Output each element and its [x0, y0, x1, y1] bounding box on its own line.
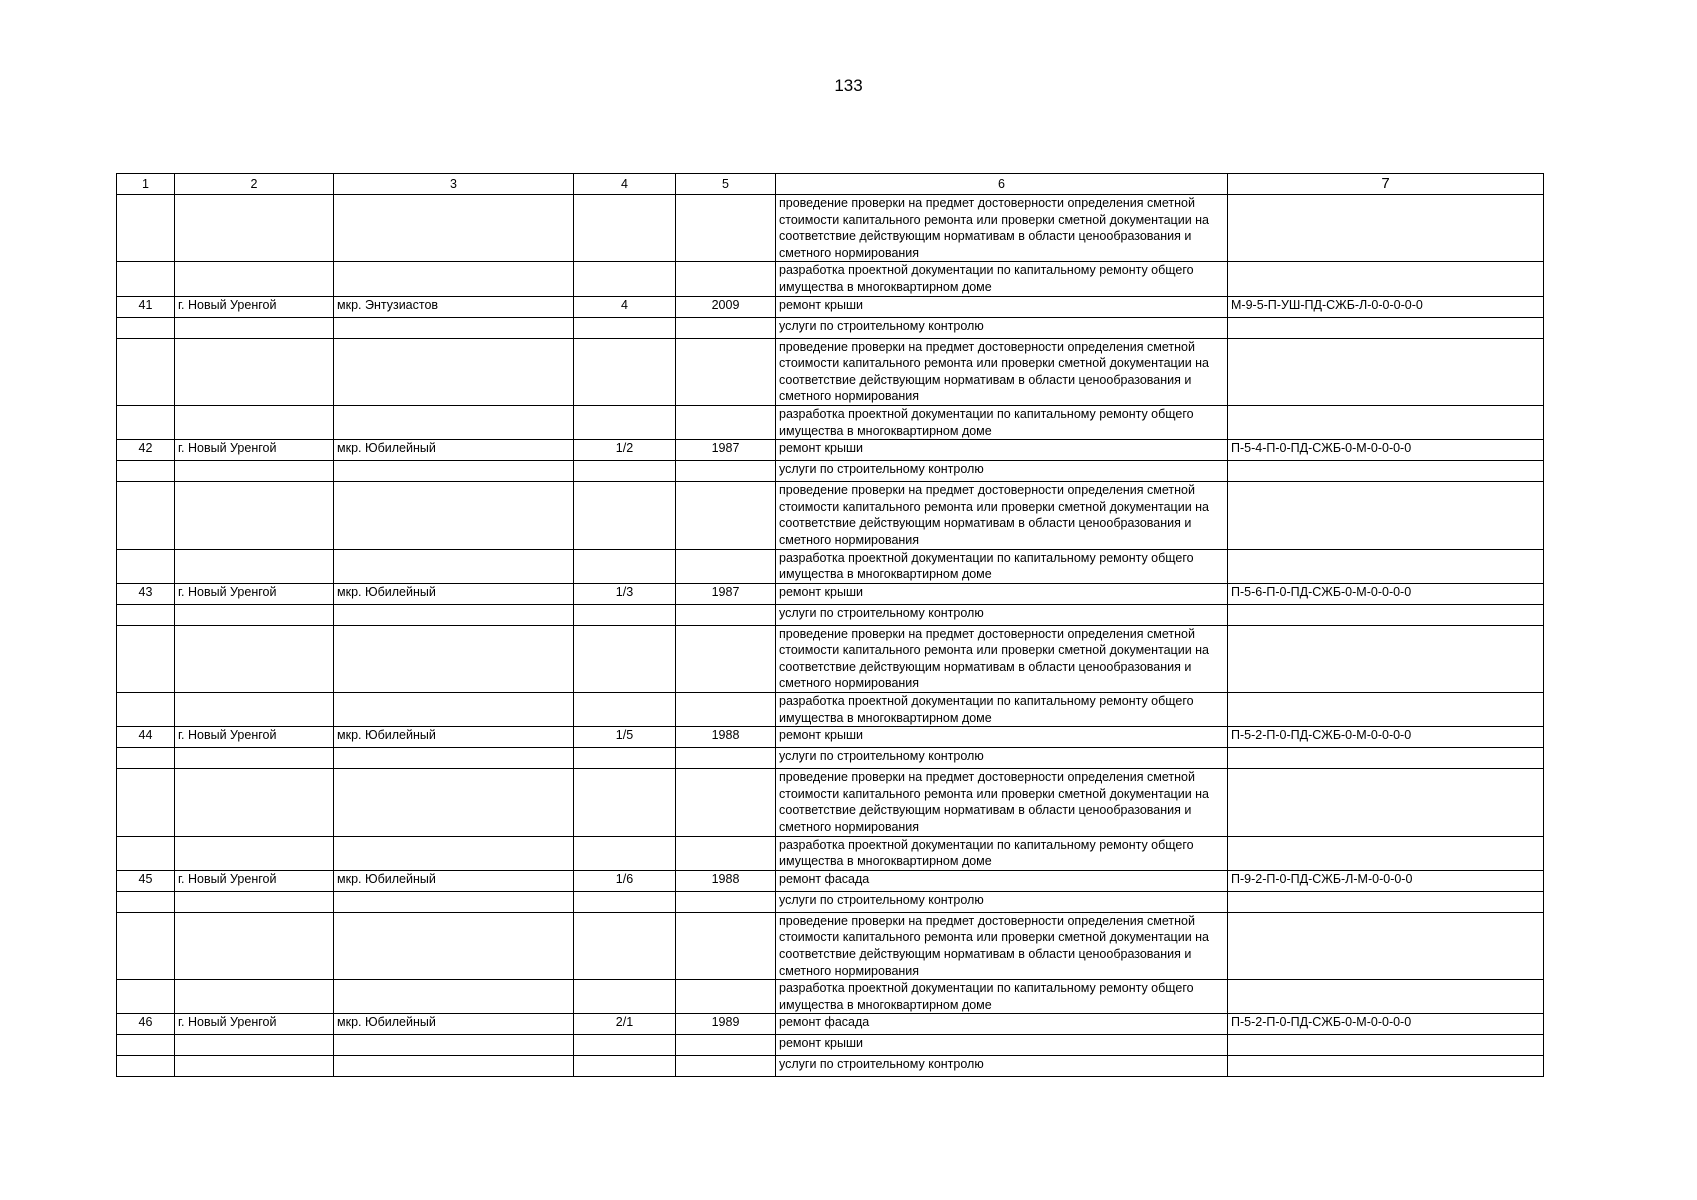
repair-register-table — [116, 173, 1544, 1077]
table-row — [117, 836, 1544, 870]
cell-city — [175, 338, 334, 405]
cell-number — [117, 549, 175, 583]
table-row — [117, 604, 1544, 625]
cell-year: 1988 — [676, 727, 776, 748]
cell-city — [175, 262, 334, 296]
cell-number: 43 — [117, 583, 175, 604]
cell-year: 1989 — [676, 1014, 776, 1035]
table-body — [117, 195, 1544, 1077]
cell-street: мкр. Юбилейный — [334, 1014, 574, 1035]
cell-house — [574, 604, 676, 625]
header-col-1: 1 — [117, 174, 175, 195]
cell-house — [574, 482, 676, 549]
cell-city: г. Новый Уренгой — [175, 1014, 334, 1035]
header-col-6: 6 — [776, 174, 1228, 195]
cell-number — [117, 262, 175, 296]
cell-year — [676, 625, 776, 692]
cell-city — [175, 748, 334, 769]
cell-number — [117, 405, 175, 439]
table-row — [117, 296, 1544, 317]
table-row — [117, 549, 1544, 583]
cell-year: 2009 — [676, 296, 776, 317]
cell-code: П-9-2-П-0-ПД-СЖБ-Л-М-0-0-0-0 — [1228, 870, 1544, 891]
cell-code — [1228, 338, 1544, 405]
cell-house — [574, 461, 676, 482]
cell-code — [1228, 693, 1544, 727]
cell-code — [1228, 625, 1544, 692]
cell-city — [175, 482, 334, 549]
cell-number: 45 — [117, 870, 175, 891]
cell-code — [1228, 461, 1544, 482]
cell-street — [334, 836, 574, 870]
cell-work-type: проведение проверки на предмет достоверности определения сметной стоимости капитального ремонта или проверки сметной документации на соответствие действующим нормативам в области ценообразования и сметного нормирования — [776, 625, 1228, 692]
header-col-4: 4 — [574, 174, 676, 195]
cell-code — [1228, 1035, 1544, 1056]
cell-code: П-5-6-П-0-ПД-СЖБ-0-М-0-0-0-0 — [1228, 583, 1544, 604]
cell-work-type: ремонт фасада — [776, 870, 1228, 891]
cell-work-type: услуги по строительному контролю — [776, 1056, 1228, 1077]
cell-code — [1228, 549, 1544, 583]
cell-work-type: разработка проектной документации по капитальному ремонту общего имущества в многоквартирном доме — [776, 262, 1228, 296]
cell-city — [175, 405, 334, 439]
cell-code — [1228, 748, 1544, 769]
cell-work-type: ремонт крыши — [776, 583, 1228, 604]
cell-number — [117, 604, 175, 625]
cell-house — [574, 1035, 676, 1056]
cell-year — [676, 891, 776, 912]
cell-year — [676, 482, 776, 549]
cell-street — [334, 405, 574, 439]
cell-work-type: ремонт крыши — [776, 727, 1228, 748]
table-row — [117, 980, 1544, 1014]
cell-city — [175, 836, 334, 870]
table-row — [117, 338, 1544, 405]
table-row — [117, 317, 1544, 338]
cell-house — [574, 405, 676, 439]
cell-city — [175, 891, 334, 912]
cell-street — [334, 604, 574, 625]
cell-street: мкр. Энтузиастов — [334, 296, 574, 317]
cell-code — [1228, 891, 1544, 912]
cell-number — [117, 482, 175, 549]
cell-house — [574, 912, 676, 979]
cell-code — [1228, 195, 1544, 262]
cell-city — [175, 693, 334, 727]
cell-year — [676, 317, 776, 338]
cell-house — [574, 1056, 676, 1077]
cell-house: 4 — [574, 296, 676, 317]
cell-code — [1228, 769, 1544, 836]
table-row — [117, 870, 1544, 891]
cell-city — [175, 317, 334, 338]
cell-year — [676, 980, 776, 1014]
cell-street — [334, 549, 574, 583]
cell-work-type: проведение проверки на предмет достоверности определения сметной стоимости капитального ремонта или проверки сметной документации на соответствие действующим нормативам в области ценообразования и сметного нормирования — [776, 912, 1228, 979]
cell-year — [676, 748, 776, 769]
cell-work-type: услуги по строительному контролю — [776, 604, 1228, 625]
cell-number: 42 — [117, 440, 175, 461]
cell-street — [334, 1056, 574, 1077]
cell-year — [676, 604, 776, 625]
cell-house: 1/5 — [574, 727, 676, 748]
cell-house: 2/1 — [574, 1014, 676, 1035]
cell-number — [117, 317, 175, 338]
cell-work-type: проведение проверки на предмет достоверности определения сметной стоимости капитального ремонта или проверки сметной документации на соответствие действующим нормативам в области ценообразования и сметного нормирования — [776, 338, 1228, 405]
cell-work-type: разработка проектной документации по капитальному ремонту общего имущества в многоквартирном доме — [776, 405, 1228, 439]
cell-work-type: проведение проверки на предмет достоверности определения сметной стоимости капитального ремонта или проверки сметной документации на соответствие действующим нормативам в области ценообразования и сметного нормирования — [776, 195, 1228, 262]
cell-work-type: услуги по строительному контролю — [776, 317, 1228, 338]
table-row — [117, 405, 1544, 439]
cell-work-type: ремонт крыши — [776, 296, 1228, 317]
header-col-2: 2 — [175, 174, 334, 195]
cell-house — [574, 549, 676, 583]
cell-work-type: разработка проектной документации по капитальному ремонту общего имущества в многоквартирном доме — [776, 836, 1228, 870]
cell-street — [334, 262, 574, 296]
table-row — [117, 912, 1544, 979]
table-row — [117, 748, 1544, 769]
cell-house: 1/2 — [574, 440, 676, 461]
cell-year — [676, 1056, 776, 1077]
cell-number — [117, 338, 175, 405]
table-row — [117, 1014, 1544, 1035]
cell-house — [574, 980, 676, 1014]
cell-house — [574, 625, 676, 692]
cell-number — [117, 980, 175, 1014]
cell-year — [676, 912, 776, 979]
cell-number — [117, 461, 175, 482]
cell-city: г. Новый Уренгой — [175, 870, 334, 891]
cell-city — [175, 1035, 334, 1056]
cell-city — [175, 604, 334, 625]
cell-work-type: проведение проверки на предмет достоверности определения сметной стоимости капитального ремонта или проверки сметной документации на соответствие действующим нормативам в области ценообразования и сметного нормирования — [776, 482, 1228, 549]
cell-work-type: ремонт крыши — [776, 440, 1228, 461]
table-row — [117, 440, 1544, 461]
cell-house — [574, 262, 676, 296]
cell-work-type: ремонт крыши — [776, 1035, 1228, 1056]
cell-number: 46 — [117, 1014, 175, 1035]
table-row — [117, 482, 1544, 549]
cell-house — [574, 195, 676, 262]
cell-work-type: разработка проектной документации по капитальному ремонту общего имущества в многоквартирном доме — [776, 693, 1228, 727]
cell-code — [1228, 836, 1544, 870]
cell-year — [676, 195, 776, 262]
cell-year — [676, 769, 776, 836]
cell-code: П-5-2-П-0-ПД-СЖБ-0-М-0-0-0-0 — [1228, 727, 1544, 748]
cell-year — [676, 549, 776, 583]
cell-work-type: разработка проектной документации по капитальному ремонту общего имущества в многоквартирном доме — [776, 549, 1228, 583]
cell-city: г. Новый Уренгой — [175, 727, 334, 748]
cell-street — [334, 317, 574, 338]
cell-street — [334, 693, 574, 727]
cell-year — [676, 338, 776, 405]
cell-city: г. Новый Уренгой — [175, 296, 334, 317]
cell-house — [574, 891, 676, 912]
cell-street — [334, 482, 574, 549]
page-number: 133 — [834, 76, 863, 95]
table-row — [117, 625, 1544, 692]
table-row — [117, 195, 1544, 262]
cell-street — [334, 1035, 574, 1056]
table-row — [117, 693, 1544, 727]
cell-city — [175, 195, 334, 262]
header-row — [117, 174, 1544, 195]
cell-year: 1988 — [676, 870, 776, 891]
cell-street — [334, 891, 574, 912]
table-header — [117, 174, 1544, 195]
cell-number — [117, 1035, 175, 1056]
table-row — [117, 461, 1544, 482]
cell-street — [334, 912, 574, 979]
cell-city — [175, 980, 334, 1014]
cell-work-type: ремонт фасада — [776, 1014, 1228, 1035]
table-row — [117, 769, 1544, 836]
cell-house: 1/3 — [574, 583, 676, 604]
cell-code — [1228, 980, 1544, 1014]
cell-code: П-5-2-П-0-ПД-СЖБ-0-М-0-0-0-0 — [1228, 1014, 1544, 1035]
cell-year — [676, 693, 776, 727]
cell-street — [334, 748, 574, 769]
cell-year: 1987 — [676, 440, 776, 461]
cell-street: мкр. Юбилейный — [334, 870, 574, 891]
cell-street — [334, 461, 574, 482]
cell-street — [334, 338, 574, 405]
cell-house — [574, 836, 676, 870]
cell-work-type: проведение проверки на предмет достоверности определения сметной стоимости капитального ремонта или проверки сметной документации на соответствие действующим нормативам в области ценообразования и сметного нормирования — [776, 769, 1228, 836]
cell-number: 44 — [117, 727, 175, 748]
cell-number — [117, 891, 175, 912]
cell-number — [117, 1056, 175, 1077]
cell-city — [175, 461, 334, 482]
header-col-3: 3 — [334, 174, 574, 195]
cell-work-type: услуги по строительному контролю — [776, 461, 1228, 482]
cell-code — [1228, 482, 1544, 549]
cell-code: П-5-4-П-0-ПД-СЖБ-0-М-0-0-0-0 — [1228, 440, 1544, 461]
cell-code — [1228, 405, 1544, 439]
table-row — [117, 727, 1544, 748]
cell-city: г. Новый Уренгой — [175, 440, 334, 461]
cell-street: мкр. Юбилейный — [334, 727, 574, 748]
table-row — [117, 891, 1544, 912]
cell-city — [175, 912, 334, 979]
cell-house — [574, 693, 676, 727]
cell-city — [175, 769, 334, 836]
header-col-7: 7 — [1228, 174, 1544, 195]
cell-city — [175, 625, 334, 692]
cell-code — [1228, 912, 1544, 979]
cell-code — [1228, 604, 1544, 625]
table-row — [117, 583, 1544, 604]
table-row — [117, 1035, 1544, 1056]
cell-street — [334, 195, 574, 262]
cell-year — [676, 405, 776, 439]
cell-year — [676, 262, 776, 296]
cell-number: 41 — [117, 296, 175, 317]
cell-work-type: разработка проектной документации по капитальному ремонту общего имущества в многоквартирном доме — [776, 980, 1228, 1014]
cell-number — [117, 693, 175, 727]
cell-code — [1228, 262, 1544, 296]
cell-code — [1228, 317, 1544, 338]
cell-number — [117, 625, 175, 692]
cell-number — [117, 195, 175, 262]
cell-street: мкр. Юбилейный — [334, 440, 574, 461]
cell-city — [175, 1056, 334, 1077]
cell-street: мкр. Юбилейный — [334, 583, 574, 604]
cell-year — [676, 1035, 776, 1056]
cell-number — [117, 912, 175, 979]
cell-work-type: услуги по строительному контролю — [776, 748, 1228, 769]
cell-year — [676, 836, 776, 870]
table-row — [117, 262, 1544, 296]
cell-street — [334, 980, 574, 1014]
cell-city — [175, 549, 334, 583]
cell-code — [1228, 1056, 1544, 1077]
cell-house — [574, 748, 676, 769]
table-row — [117, 1056, 1544, 1077]
cell-city: г. Новый Уренгой — [175, 583, 334, 604]
cell-number — [117, 836, 175, 870]
header-col-5: 5 — [676, 174, 776, 195]
cell-year: 1987 — [676, 583, 776, 604]
cell-house — [574, 317, 676, 338]
cell-house — [574, 769, 676, 836]
cell-number — [117, 748, 175, 769]
cell-code: М-9-5-П-УШ-ПД-СЖБ-Л-0-0-0-0-0 — [1228, 296, 1544, 317]
cell-number — [117, 769, 175, 836]
cell-house — [574, 338, 676, 405]
cell-house: 1/6 — [574, 870, 676, 891]
cell-work-type: услуги по строительному контролю — [776, 891, 1228, 912]
cell-year — [676, 461, 776, 482]
cell-street — [334, 625, 574, 692]
cell-street — [334, 769, 574, 836]
